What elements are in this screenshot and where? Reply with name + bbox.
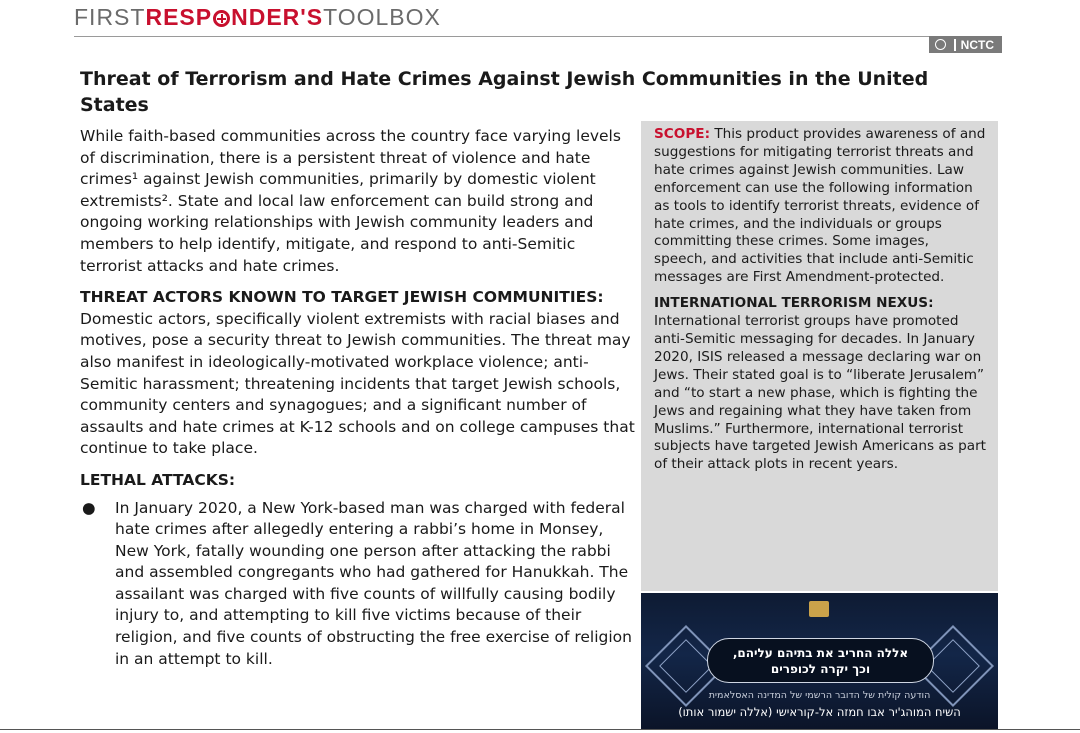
agency-badge	[929, 36, 1002, 53]
threat-actors-heading: THREAT ACTORS KNOWN TO TARGET JEWISH COMMUNITIES:	[80, 288, 604, 307]
footer-divider	[0, 729, 1080, 730]
scope-text: This product provides awareness of and suggestions for mitigating terrorist threats and hate crimes against Jewish communities. Law enforcement can use the following information as tools to identify terrorist threats, evidence of hate crimes, and the individuals or groups committing these crimes. Some images, speech, and activities that include anti-Semitic messages are First Amendment-protected.	[654, 126, 986, 286]
logo-toolbox: TOOLBOX	[323, 4, 441, 30]
scope-paragraph	[654, 126, 986, 287]
agency-label: NCTC	[960, 37, 994, 52]
threat-actors-text: Domestic actors, specifically violent extremists with racial biases and motives, pose a security threat to Jewish communities. The threat may also manifest in ideologically-motivated workplace violence; anti-Semitic harassment; threatening incidents that target Jewish schools, community centers and synagogues; and a significant number of assaults and hate crimes at K-12 schools and on college campuses that continue to take place.	[80, 309, 635, 458]
nexus-text: International terrorist groups have promoted anti-Semitic messaging for decades. In January 2020, ISIS released a message declaring war on Jews. Their stated goal is to “liberate Jerusalem” and “to start a new phase, which is fighting the Jews and regaining what they have taken from Muslims.” Furthermore, international terrorist subjects have targeted Jewish Americans as part of their attack plots in recent years.	[654, 313, 986, 473]
propaganda-image	[641, 593, 998, 729]
image-caption-1: הודעה קולית של הדובר הרשמי של המדינה האסלאמית	[708, 690, 931, 701]
image-caption-2: השיח המוהג'יר אבו חמזה אל-קוראישי (אללה ישמור אותו)	[678, 705, 961, 719]
toolbox-logo	[74, 4, 441, 31]
image-banner	[707, 638, 934, 683]
header-divider	[74, 36, 1002, 37]
list-item	[80, 498, 635, 671]
nexus-label: INTERNATIONAL TERRORISM NEXUS:	[654, 295, 934, 312]
seal-icon	[935, 39, 946, 50]
scope-sidebar	[641, 121, 998, 591]
intro-paragraph: While faith-based communities across the country face varying levels of discrimination, there is a persistent threat of violence and hate crimes¹ against Jewish communities, primarily by domestic violent extremists². State and local law enforcement can build strong and ongoing working relationships with Jewish community leaders and members to help identify, mitigate, and respond to anti-Semitic terrorist attacks and hate crimes.	[80, 127, 621, 275]
badge-divider	[954, 39, 956, 51]
bullet-icon: ●	[82, 498, 96, 517]
lethal-attacks-heading: LETHAL ATTACKS:	[80, 470, 236, 489]
logo-first: FIRST	[74, 4, 146, 30]
banner-line-1: אללה החריב את בתיהם עליהם,	[732, 645, 909, 660]
bullet-text: In January 2020, a New York-based man was charged with federal hate crimes after allegedly entering a rabbi’s home in Monsey, New York, fatally wounding one person after attacking the rabbi and assembled congregants who had gathered for Hanukkah. The assailant was charged with five counts of willfully causing bodily injury to, and attempting to kill five victims because of their religion, and five counts of obstructing the free exercise of religion in an attempt to kill.	[115, 498, 632, 668]
nexus-paragraph	[654, 295, 986, 474]
crosshair-icon	[213, 10, 230, 27]
emblem-icon	[809, 601, 829, 617]
main-column	[80, 126, 635, 670]
scope-label: SCOPE:	[654, 126, 711, 142]
threat-actors-section	[80, 287, 635, 460]
banner-line-2: וכך יקרה לכופרים	[770, 661, 871, 676]
site-header	[74, 4, 441, 34]
logo-resp: RESP	[145, 4, 213, 30]
page-title: Threat of Terrorism and Hate Crimes Against Jewish Communities in the United States	[80, 68, 929, 116]
logo-nders: NDER'S	[231, 4, 324, 30]
